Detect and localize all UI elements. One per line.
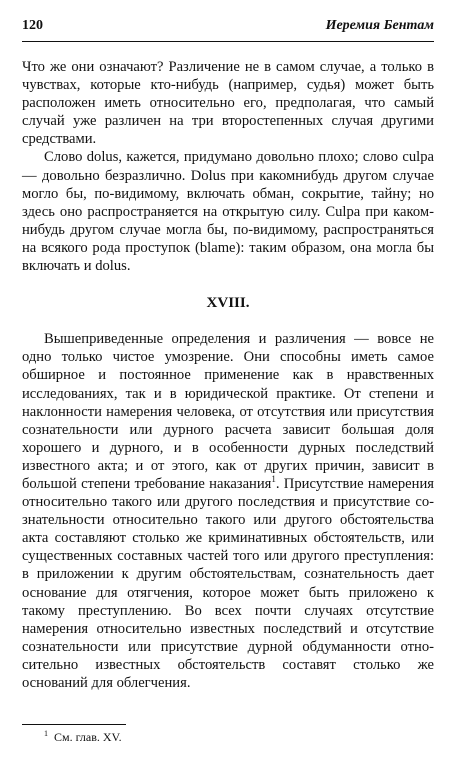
page-number: 120: [22, 18, 43, 33]
footnote-marker: 1: [44, 729, 48, 738]
paragraph: [22, 330, 434, 692]
section-heading: XVIII.: [206, 295, 250, 312]
footnote-rule: [22, 724, 126, 725]
header-rule: [22, 41, 434, 42]
paragraph: Что же они означают? Различение не в самом случае, а только в чувствах, которые кто-нибудь (например, судья) может быть расположен иметь относительно его, предполагая, что самый случай уже различен на три второстепенных случая другими средствами.: [22, 59, 434, 148]
body-text: [22, 58, 434, 692]
running-head: [22, 16, 434, 36]
paragraph-text: Вышеприведенные определения и различения — вовсе не одно только чистое умозрение. Они способны иметь самое обширное и постоянное применение как в нравственных исследованиях, так и в юридической практике. От степени и наклонности намерения человека, от отсутствия или присутствия сознательности или дурного расчета зависит большая доля хорошего и дурного, и в особенности дурных последствий известного акта; и от этого, как от других причин, зависит в большой степени требование наказания: [22, 331, 434, 492]
footnote-reference: 1: [271, 474, 276, 485]
book-page: [22, 0, 434, 774]
paragraph-text: . Присутствие намерения относительно такого или другого последствия и присутствие сознательности относительно такого или другого обстоятельства акта составляют столько же криминативных обстоятельств, или существенных составных частей того или другого преступления: в приложении к другим обстоятельствам, сознательность дает основание для отягчения, которое может быть приложено к такому преступлению. Во всех почти случаях отсутствие намерения относительно известных последствий и отсутствие сознательности или присутствие дурной обдуманности относительно известных обстоятельств составят столько же оснований для облегчения.: [22, 475, 434, 691]
footnote-text: См. глав. XV.: [54, 730, 122, 744]
paragraph: Слово dolus, кажется, придумано довольно плохо; слово culpa — довольно безразлично. Dolus при какомнибудь другом случае могло бы, по-видимому, включать обман, сокрытие, тайну; но здесь оно распространяется на открытую силу. Culpa при каком-нибудь другом случае могла бы, по-видимому, распространяться на всякого рода проступок (blame): таким образом, она могла бы включать и dolus.: [22, 149, 434, 275]
footnote: [44, 730, 122, 744]
running-title: Иеремия Бентам: [325, 18, 434, 33]
